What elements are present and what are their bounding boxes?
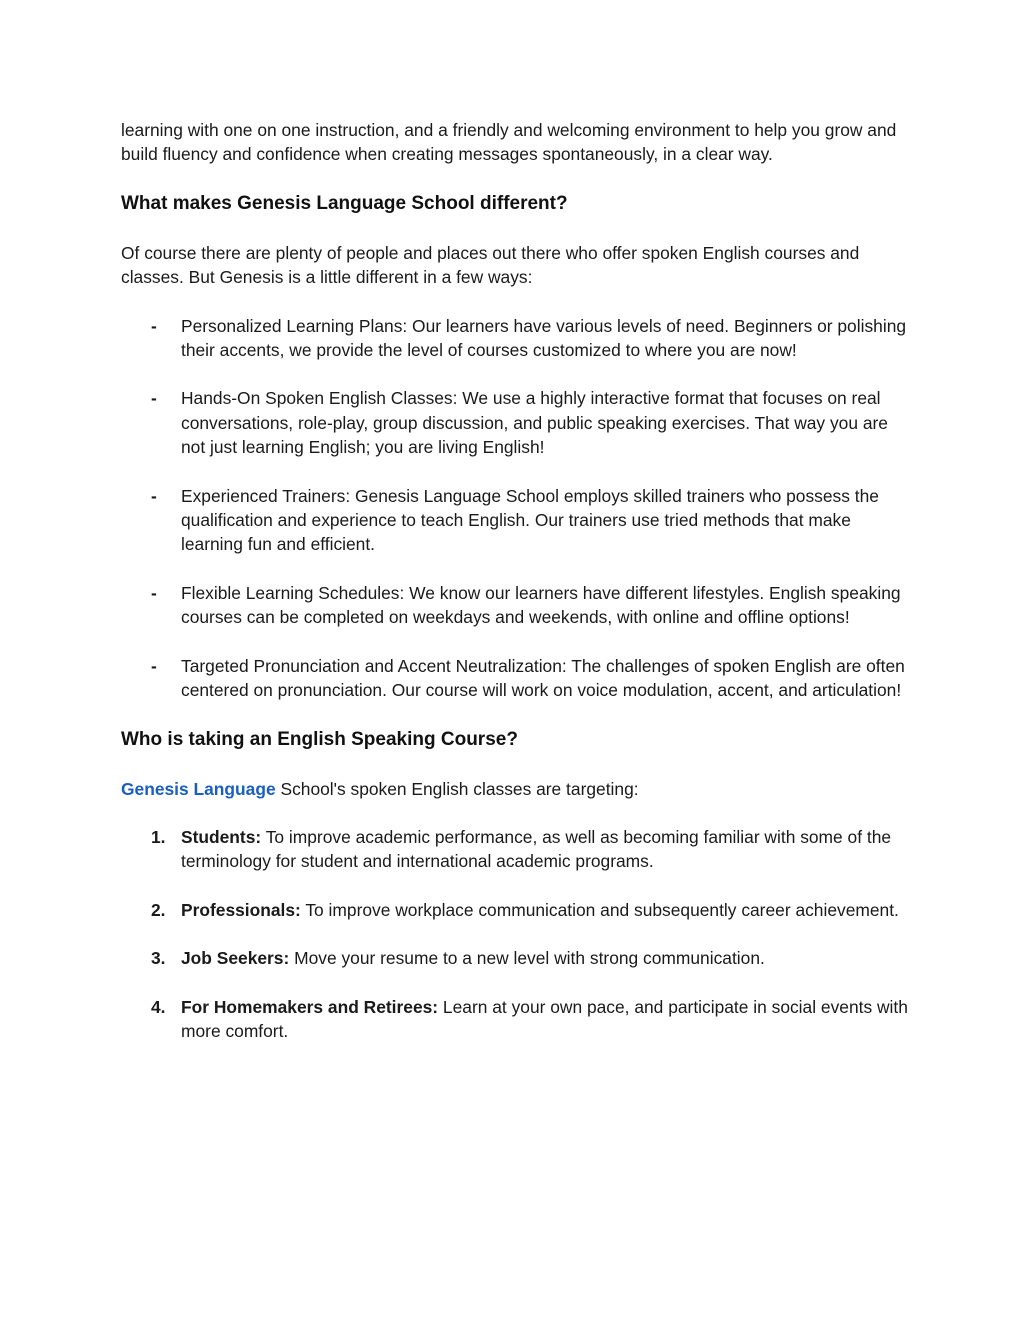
list-item-text: Hands-On Spoken English Classes: We use a highly interactive format that focuses on real conversations, role-play, group discussion, and public speaking exercises. That way you are not just learning English; you are living English! (181, 388, 888, 458)
features-list (121, 314, 911, 703)
list-item (121, 654, 911, 703)
section-heading-differences: What makes Genesis Language School different? (121, 192, 568, 214)
list-item (121, 484, 911, 557)
list-item-text: To improve workplace communication and subsequently career achievement. (300, 899, 899, 920)
list-item-label: Students: (181, 826, 262, 847)
list-item (121, 946, 911, 970)
bullet-dash: - (151, 388, 157, 409)
list-item-label: For Homemakers and Retirees: (181, 996, 439, 1017)
list-item-label: Professionals: (181, 899, 301, 920)
list-item (121, 386, 911, 459)
list-number: 2. (151, 899, 166, 920)
genesis-language-link[interactable]: Genesis Language (121, 778, 276, 799)
list-item-text: Learn at your own pace, and participate in social events with more comfort. (181, 996, 908, 1041)
list-item (121, 581, 911, 630)
list-item (121, 314, 911, 363)
document-page (121, 118, 911, 1067)
bullet-dash: - (151, 485, 157, 506)
bullet-dash: - (151, 655, 157, 676)
list-item (121, 825, 911, 874)
list-item-label: Job Seekers: (181, 948, 290, 969)
bullet-dash: - (151, 582, 157, 603)
list-item-text: Targeted Pronunciation and Accent Neutralization: The challenges of spoken English are often centered on pronunciation. Our course will work on voice modulation, accent, and articulation! (181, 655, 905, 701)
list-item-text: Experienced Trainers: Genesis Language School employs skilled trainers who possess the qualification and experience to teach English. Our trainers use tried methods that make learning fun and efficient. (181, 485, 879, 555)
list-number: 3. (151, 948, 166, 969)
list-item-text: Flexible Learning Schedules: We know our learners have different lifestyles. English speaking courses can be completed on weekdays and weekends, with online and offline options! (181, 582, 901, 628)
list-item (121, 995, 911, 1044)
list-number: 1. (151, 826, 166, 847)
bullet-dash: - (151, 315, 157, 336)
audience-intro-text: School's spoken English classes are targeting: (275, 778, 639, 799)
intro-paragraph: learning with one on one instruction, and a friendly and welcoming environment to help you grow and build fluency and confidence when creating messages spontaneously, in a clear way. (121, 120, 897, 165)
list-number: 4. (151, 996, 166, 1017)
audience-intro-paragraph (121, 777, 911, 801)
list-item (121, 898, 911, 922)
list-item-text: To improve academic performance, as well as becoming familiar with some of the terminology for student and international academic programs. (181, 826, 892, 872)
list-item-text: Personalized Learning Plans: Our learners have various levels of need. Beginners or polishing their accents, we provide the level of courses customized to where you are now! (181, 315, 907, 361)
section-heading-audience: Who is taking an English Speaking Course? (121, 728, 518, 750)
audience-list (121, 825, 911, 1043)
differences-intro-paragraph: Of course there are plenty of people and places out there who offer spoken English courses and classes. But Genesis is a little different in a few ways: (121, 242, 860, 288)
list-item-text: Move your resume to a new level with strong communication. (289, 948, 765, 969)
